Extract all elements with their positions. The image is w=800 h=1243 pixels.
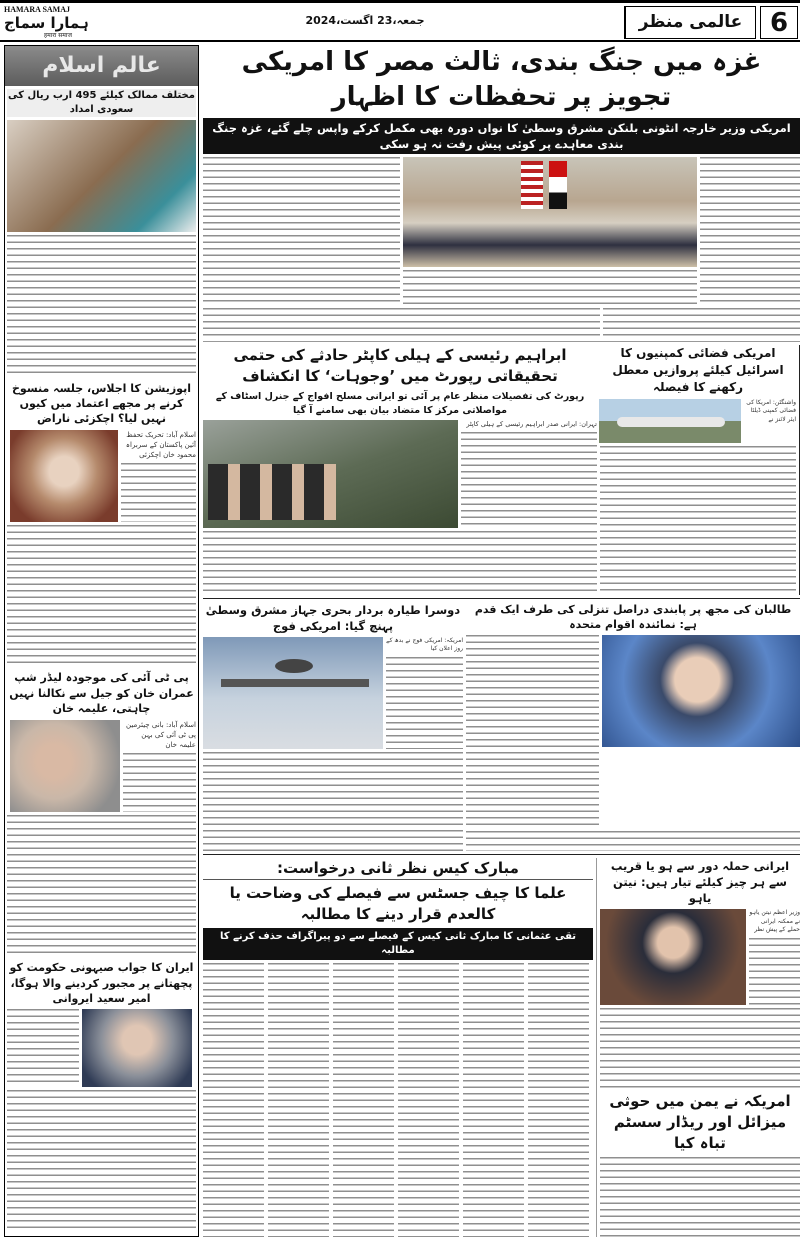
netanyahu-body-side xyxy=(749,938,800,1005)
carrier-lead: امریکہ: امریکی فوج نے بدھ کے روز اعلان کیا xyxy=(386,636,463,653)
body-aleema-khan-cont xyxy=(7,815,196,958)
carrier-row xyxy=(203,637,463,749)
yemen-body xyxy=(600,1157,800,1237)
aleema-side xyxy=(123,720,196,812)
netanyahu-headline: ایرانی حملہ دور سے ہو یا قریب سے ہر چیز کیلئے تیار ہیں: نیتن یاہو xyxy=(610,858,790,905)
logo-hi: हमारा समाज xyxy=(44,32,72,39)
photo-iravani xyxy=(82,1009,192,1087)
main-area xyxy=(203,45,800,1237)
body-aleema-khan xyxy=(123,753,196,812)
mubarak-strap: تقی عثمانی کا مبارک ثانی کیس کے فیصلے سے دو پیراگراف حذف کرنے کا مطالبہ xyxy=(203,928,593,960)
lead-body-right xyxy=(700,157,800,305)
page-number-text: 6 xyxy=(769,7,789,38)
netanyahu-body xyxy=(600,1008,800,1088)
section-title: عالمی منظر xyxy=(638,12,743,33)
photo-achakzai xyxy=(10,430,118,522)
achakzai-row xyxy=(7,430,196,522)
taliban-body xyxy=(466,635,599,827)
raisi-body xyxy=(203,531,597,595)
region-b xyxy=(203,598,800,851)
mubarak-col xyxy=(203,858,597,1237)
section-box xyxy=(624,6,756,39)
egypt-flag xyxy=(549,161,567,209)
banner-alam-e-islam: عالم اسلام xyxy=(5,46,198,86)
left-column xyxy=(4,45,199,1237)
body-iravani xyxy=(7,1090,196,1233)
body-iravani-side xyxy=(7,1009,79,1087)
us-flag xyxy=(521,161,543,209)
logo xyxy=(4,5,134,41)
headline-achakzai: اپوزیشن کا اجلاس، جلسہ منسوخ کرنے پر مجھے اعتماد میں کیوں نہیں لیا؟ اچکزئی ناراض xyxy=(12,381,191,426)
lead-body-cont-right xyxy=(603,308,800,338)
region-c xyxy=(203,854,800,1237)
raisi-subhead: رپورٹ کی تفصیلات منظر عام پر آئی تو ایرانی مسلح افواج کے جنرل اسٹاف کے مواصلاتی مرکز کا متضاد بیان بھی سامنے آ گیا xyxy=(215,391,585,416)
carrier-col xyxy=(203,602,463,851)
airline-row xyxy=(600,399,796,443)
right-col-c xyxy=(600,858,800,1237)
logo-ur: ہمارا سماج xyxy=(4,14,89,32)
lead-body-cont xyxy=(203,308,600,338)
lead-aleema-khan: اسلام آباد: بانی چیئرمین پی ٹی آئی کی بہن علیمہ خان xyxy=(126,720,196,749)
netanyahu-row xyxy=(600,909,800,1005)
taliban-headline: طالبان کی مجھ پر پابندی دراصل تنزلی کی طرف ایک قدم ہے: نمائندہ اقوام متحدہ xyxy=(474,602,792,631)
lead-headline: غزہ میں جنگ بندی، ثالث مصر کا امریکی تجویز پر تحفظات کا اظہار xyxy=(241,47,762,113)
masthead xyxy=(0,0,800,42)
taliban-row xyxy=(466,635,800,827)
achakzai-side xyxy=(121,430,196,522)
aircraft-rotodome xyxy=(275,659,313,673)
carrier-headline: دوسرا طیارہ بردار بحری جہاز مشرق وسطیٰ پہنچ گیا: امریکی فوج xyxy=(205,602,461,633)
issue-date: جمعہ،23 اگست،2024 xyxy=(305,14,425,27)
carrier-body xyxy=(386,657,463,749)
taliban-col xyxy=(466,602,800,851)
headline-iravani: ایران کا جواب صیہونی حکومت کو پچھتانے پر مجبور کردینے والا ہوگا، امیر سعید ایروانی xyxy=(9,961,194,1005)
photo-aleema-khan xyxy=(10,720,120,812)
photo-child-aid-box xyxy=(7,120,196,232)
logo-en: HAMARA SAMAJ xyxy=(4,5,70,14)
raisi-headline: ابراہیم رئیسی کے ہیلی کاپٹر حادثے کی حتمی تحقیقاتی رپورٹ میں ’وجوہات‘ کا انکشاف xyxy=(233,346,567,386)
airline-body xyxy=(600,446,796,595)
raisi-lead: تہران: ایرانی صدر ابراہیم رئیسی کے ہیلی کاپٹر xyxy=(466,419,597,428)
body-saudi-aid xyxy=(7,235,196,378)
photo-un-representative xyxy=(602,635,800,747)
aircraft-body xyxy=(221,679,369,687)
yemen-headline: امریکہ نے یمن میں حوثی میزائل اور ریڈار سسٹم تباہ کیا xyxy=(609,1092,791,1153)
lead-strap: امریکی وزیر خارجہ انٹونی بلنکن مشرق وسطیٰ کا نواں دورہ بھی مکمل کرکے واپس چلے گئے، غزہ جنگ بندی معاہدے پر کوئی پیش رفت نہ ہو سکی xyxy=(203,118,800,154)
netanyahu-side xyxy=(749,909,800,1005)
photo-blinken-sisi-meeting xyxy=(403,157,697,267)
airplane xyxy=(617,417,725,427)
lead-cont-row xyxy=(203,308,800,338)
body-achakzai-cont xyxy=(7,525,196,668)
headline-saudi-aid: مختلف ممالک کیلئے 495 ارب ریال کی سعودی امداد xyxy=(8,90,195,115)
iravani-row xyxy=(7,1009,196,1087)
lead-body-bottom xyxy=(403,270,697,305)
mubarak-headline: علما کا چیف جسٹس سے فیصلے کی وضاحت یا کالعدم قرار دینے کا مطالبہ xyxy=(229,883,567,923)
taliban-body-right xyxy=(466,831,800,851)
airline-col xyxy=(600,345,800,594)
raisi-row xyxy=(203,420,597,528)
region-a xyxy=(203,341,800,594)
body-achakzai xyxy=(121,463,196,522)
headline-aleema-khan: پی ٹی آئی کی موجودہ لیڈر شپ عمران خان کو جیل سے نکالنا نہیں چاہتی، علیمہ خان xyxy=(9,671,194,716)
netanyahu-lead: وزیر اعظم نیتن یاہو نے ممکنہ ایرانی حملے کے پیش نظر xyxy=(749,909,800,934)
carrier-body-bottom xyxy=(203,752,463,851)
airline-lead: واشنگٹن: امریکا کی فضائی کمپنی ڈیلٹا ایئر لائنز نے xyxy=(746,398,796,424)
lead-photo-col xyxy=(403,157,697,305)
mubarak-kicker: مبارک کیس نظر ثانی درخواست: xyxy=(203,858,593,880)
airline-headline: امریکی فضائی کمپنیوں کا اسرائیل کیلئے پروازیں معطل رکھنے کا فیصلہ xyxy=(612,346,784,394)
photo-netanyahu xyxy=(600,909,746,1005)
mubarak-body xyxy=(203,963,593,1237)
lead-body-row xyxy=(203,157,800,305)
photo-helicopter-wreck xyxy=(203,420,458,528)
inset-portraits xyxy=(208,464,336,520)
lead-body-left xyxy=(203,157,400,305)
raisi-side xyxy=(461,420,597,528)
aleema-row xyxy=(7,720,196,812)
carrier-side xyxy=(386,637,463,749)
raisi-body-side xyxy=(461,432,597,528)
photo-navy-aircraft xyxy=(203,637,383,749)
page-number xyxy=(760,6,798,39)
photo-airliners xyxy=(599,399,741,443)
raisi-col xyxy=(203,345,597,594)
lead-achakzai: اسلام آباد: تحریک تحفظ آئین پاکستان کے سربراہ محمود خان اچکزئی xyxy=(125,430,196,460)
